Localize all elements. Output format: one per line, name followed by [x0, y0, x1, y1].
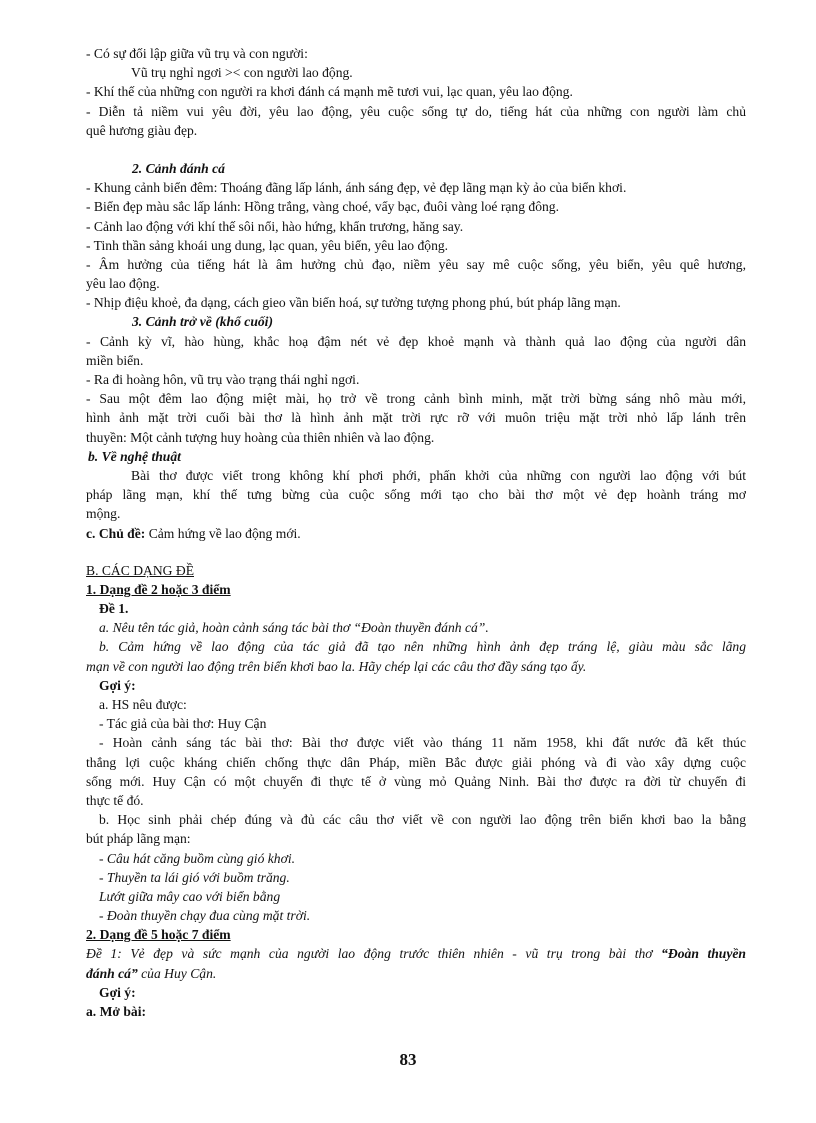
subsection-label: a. Mở bài: — [86, 1004, 147, 1019]
text-line: - Hoàn cảnh sáng tác bài thơ: Bài thơ được viết vào tháng 11 năm 1958, khi đất nước đã kết thúc — [99, 735, 746, 751]
poem-title: “Đoàn thuyền — [661, 946, 746, 962]
text-line: yêu lao động. — [86, 276, 160, 292]
exercise-label: Đề 1: — [86, 946, 122, 962]
question-line: b. Cảm hứng về lao động của tác giả đã tạo nên những hình ảnh đẹp tráng lệ, giàu màu sắc lãng — [99, 639, 746, 655]
text-line: - Sau một đêm lao động miệt mài, họ trở về trong cảnh bình minh, mặt trời bừng sáng nhô màu mới, — [86, 391, 746, 407]
text-line: - Tinh thần sảng khoái ung dung, lạc quan, yêu biển, yêu lao động. — [86, 237, 449, 253]
exercise-line — [86, 944, 746, 963]
question-line: a. Nêu tên tác giả, hoàn cảnh sáng tác bài thơ “Đoàn thuyền đánh cá”. — [99, 620, 489, 636]
poem-line: - Thuyền ta lái gió với buồm trăng. — [99, 869, 290, 885]
text-line: b. Học sinh phải chép đúng và đủ các câu thơ viết về con người lao động trên biển khơi bao la bằng — [99, 812, 746, 828]
text-line: - Diễn tả niềm vui yêu đời, yêu lao động, yêu cuộc sống tự do, tiếng hát của những con người làm chủ — [86, 103, 746, 119]
section-heading: 2. Cảnh đánh cá — [132, 160, 225, 176]
exercise-line — [86, 964, 746, 983]
text-line: thực tế đó. — [86, 792, 144, 808]
section-heading: b. Về nghệ thuật — [88, 448, 181, 464]
text-line: thắng lợi cuộc kháng chiến chống thực dân Pháp, miền Bắc được giải phóng và đi vào xây dựng cuộc — [86, 754, 746, 770]
document-page — [86, 44, 746, 1021]
text-line: - Có sự đối lập giữa vũ trụ và con người: — [86, 46, 308, 61]
theme-line — [86, 524, 746, 543]
text-line: miền biển. — [86, 352, 144, 368]
poem-line: - Câu hát căng buồm cùng gió khơi. — [99, 850, 296, 866]
text-line: mộng. — [86, 506, 121, 522]
text-line: - Cảnh lao động với khí thế sôi nổi, hào hứng, khẩn trương, hăng say. — [86, 218, 464, 234]
exercise-author: của Huy Cận. — [137, 965, 217, 981]
text-line: a. HS nêu được: — [99, 697, 187, 712]
poem-line: Lướt giữa mây cao với biển bằng — [99, 888, 281, 904]
text-line: hình ảnh mặt trời cuối bài thơ là hình ảnh mặt trời rực rỡ với muôn triệu mặt trời nhỏ lấp lánh trên — [86, 410, 746, 426]
text-line: - Biển đẹp màu sắc lấp lánh: Hồng trắng, vàng choé, vẩy bạc, đuôi vàng loé rạng đông. — [86, 199, 560, 215]
text-line: - Âm hưởng của tiếng hát là âm hưởng chủ đạo, niềm yêu say mê cuộc sống, yêu biển, yêu quê hương, — [86, 256, 746, 272]
text-line: pháp lãng mạn, khí thế tưng bừng của cuộc sống mới tạo cho bài thơ một vẻ đẹp hoành tráng mơ — [86, 487, 746, 503]
text-line: - Tác giả của bài thơ: Huy Cận — [99, 716, 267, 732]
section-heading: 3. Cảnh trở về (khổ cuối) — [132, 314, 273, 330]
text-line: - Khung cảnh biển đêm: Thoáng đãng lấp lánh, ánh sáng đẹp, vẻ đẹp lãng mạn kỳ ảo của biển khơi. — [86, 180, 627, 196]
text-line: - Cảnh kỳ vĩ, hào hùng, khắc hoạ đậm nét vẻ đẹp khoẻ mạnh và thành quả lao động của người dân — [86, 333, 746, 349]
hint-label: Gợi ý: — [99, 984, 136, 1000]
exercise-text: Vẻ đẹp và sức mạnh của người lao động trước thiên nhiên - vũ trụ trong bài thơ — [121, 946, 662, 962]
subsection-heading: 1. Dạng đề 2 hoặc 3 điểm — [86, 581, 231, 597]
text-line: - Ra đi hoàng hôn, vũ trụ vào trạng thái nghỉ ngơi. — [86, 372, 360, 387]
question-line: mạn về con người lao động trên biển khơi bao la. Hãy chép lại các câu thơ đầy sáng tạo ấy. — [86, 658, 587, 674]
text-line: - Nhịp điệu khoẻ, đa dạng, cách gieo vần biến hoá, sự tưởng tượng phong phú, bút pháp lãng mạn. — [86, 295, 621, 311]
text-line: Bài thơ được viết trong không khí phơi phới, phấn khởi của những con người lao động với bút — [131, 467, 746, 483]
theme-text: Cảm hứng về lao động mới. — [145, 525, 301, 541]
poem-title: đánh cá” — [86, 965, 138, 981]
text-line: bút pháp lãng mạn: — [86, 831, 191, 847]
theme-label: c. Chủ đề: — [86, 525, 146, 541]
text-line: Vũ trụ nghỉ ngơi >< con người lao động. — [131, 65, 353, 81]
exercise-title: Đề 1. — [99, 601, 129, 617]
text-line: thuyền: Một cảnh tượng huy hoàng của thiên nhiên và lao động. — [86, 429, 435, 445]
part-heading: B. CÁC DẠNG ĐỀ — [86, 562, 194, 578]
subsection-heading: 2. Dạng đề 5 hoặc 7 điểm — [86, 927, 231, 943]
text-line: sống mới. Huy Cận có một chuyến đi thực tế ở vùng mỏ Quảng Ninh. Bài thơ được ra đời từ chuyến đi — [86, 773, 746, 789]
poem-line: - Đoàn thuyền chạy đua cùng mặt trời. — [99, 908, 311, 924]
hint-label: Gợi ý: — [99, 677, 136, 693]
page-number: 83 — [399, 1050, 417, 1069]
text-line: quê hương giàu đẹp. — [86, 122, 198, 138]
text-line: - Khí thế của những con người ra khơi đánh cá mạnh mẽ tươi vui, lạc quan, yêu lao động. — [86, 84, 573, 100]
